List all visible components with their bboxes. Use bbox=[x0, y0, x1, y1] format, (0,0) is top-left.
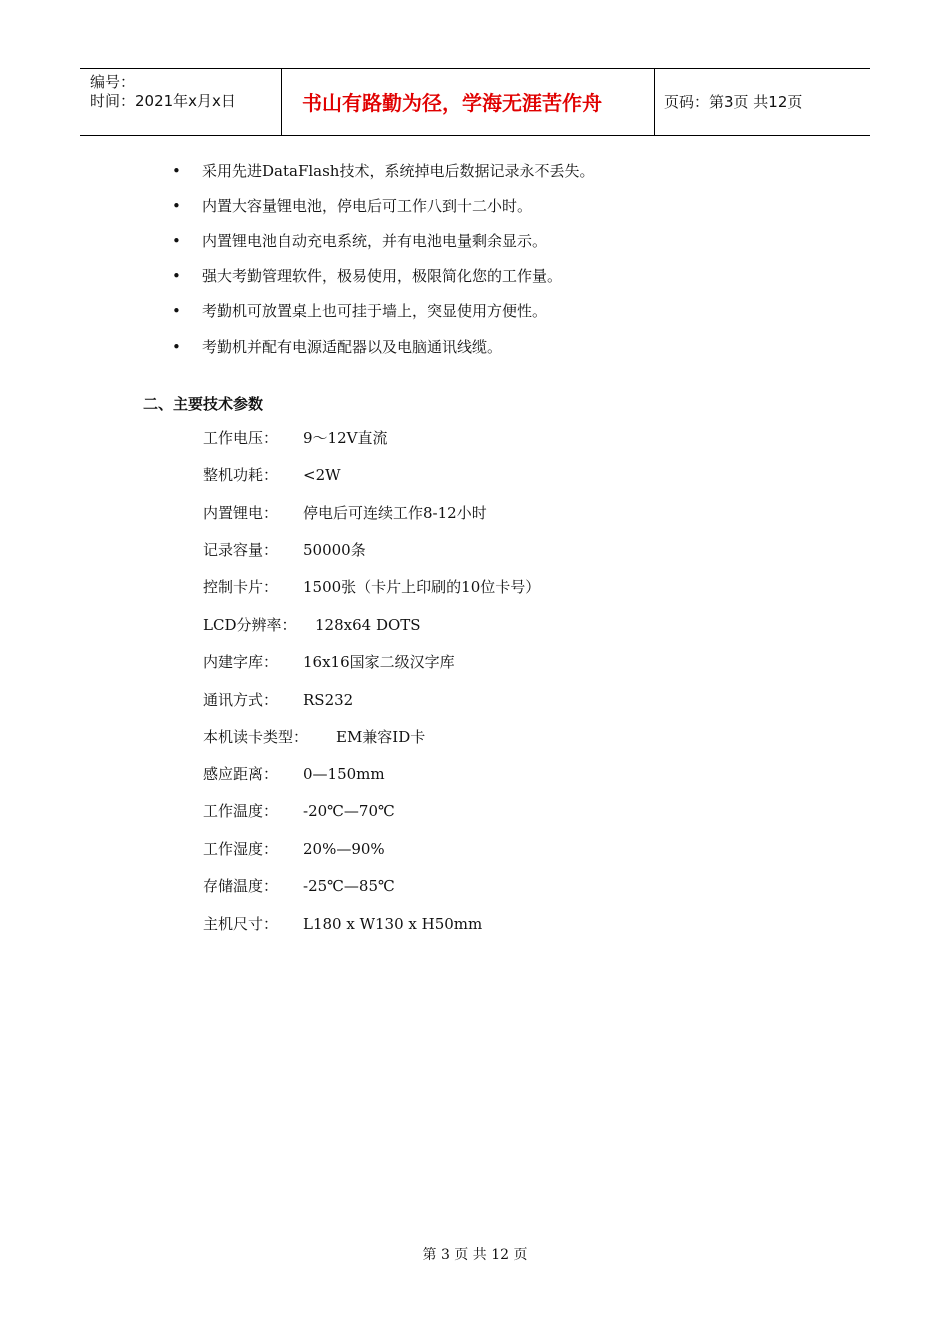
param-label: 控制卡片： bbox=[203, 578, 279, 596]
param-row bbox=[203, 465, 341, 485]
param-label: 工作电压： bbox=[203, 429, 279, 447]
header-middle-cell bbox=[282, 69, 655, 135]
document-time-label: 时间：2021年x月x日 bbox=[90, 92, 236, 110]
param-row bbox=[203, 764, 385, 784]
feature-item bbox=[172, 266, 562, 286]
header-page-info: 页码：第3页 共12页 bbox=[664, 93, 803, 111]
param-label: 内置锂电： bbox=[203, 504, 279, 522]
feature-text: 内置锂电池自动充电系统，并有电池电量剩余显示。 bbox=[202, 232, 548, 250]
param-row bbox=[203, 503, 487, 523]
bullet-icon: • bbox=[172, 162, 181, 180]
bullet-icon: • bbox=[172, 267, 181, 285]
param-label: 记录容量： bbox=[203, 541, 279, 559]
param-label: LCD分辨率： bbox=[203, 616, 297, 634]
param-label: 工作湿度： bbox=[203, 840, 279, 858]
feature-text: 内置大容量锂电池，停电后可工作八到十二小时。 bbox=[202, 197, 533, 215]
param-row bbox=[203, 839, 385, 859]
param-value: 20%—90% bbox=[303, 840, 385, 858]
param-value: EM兼容ID卡 bbox=[336, 728, 426, 746]
header-right-cell bbox=[655, 69, 870, 135]
param-label: 工作温度： bbox=[203, 802, 279, 820]
document-number-label: 编号： bbox=[90, 73, 136, 91]
param-label: 本机读卡类型： bbox=[203, 728, 309, 746]
bullet-icon: • bbox=[172, 232, 181, 250]
header-motto: 书山有路勤为径，学海无涯苦作舟 bbox=[302, 91, 602, 115]
feature-item bbox=[172, 231, 547, 251]
param-label: 存储温度： bbox=[203, 877, 279, 895]
param-value: 128x64 DOTS bbox=[315, 616, 421, 634]
feature-text: 强大考勤管理软件，极易使用，极限简化您的工作量。 bbox=[202, 267, 563, 285]
param-value: -20℃—70℃ bbox=[303, 802, 395, 820]
bullet-icon: • bbox=[172, 197, 181, 215]
page-footer: 第 3 页 共 12 页 bbox=[422, 1247, 528, 1263]
param-label: 主机尺寸： bbox=[203, 915, 279, 933]
header-left-cell bbox=[80, 69, 282, 135]
param-row bbox=[203, 540, 366, 560]
page-header bbox=[80, 68, 870, 136]
feature-text: 考勤机可放置桌上也可挂于墙上，突显使用方便性。 bbox=[202, 302, 548, 320]
param-label: 内建字库： bbox=[203, 653, 279, 671]
param-value: RS232 bbox=[303, 691, 354, 709]
param-value: 16x16国家二级汉字库 bbox=[303, 653, 455, 671]
param-row bbox=[203, 914, 483, 934]
param-value: 1500张（卡片上印刷的10位卡号） bbox=[303, 578, 541, 596]
feature-item bbox=[172, 337, 502, 357]
param-row bbox=[203, 577, 541, 597]
section-title: 二、主要技术参数 bbox=[143, 395, 264, 413]
param-row bbox=[203, 428, 388, 448]
param-label: 整机功耗： bbox=[203, 466, 279, 484]
feature-text: 考勤机并配有电源适配器以及电脑通讯线缆。 bbox=[202, 338, 503, 356]
param-value: 9～12V直流 bbox=[303, 429, 388, 447]
param-value: -25℃—85℃ bbox=[303, 877, 395, 895]
param-value: 50000条 bbox=[303, 541, 366, 559]
param-row bbox=[203, 615, 421, 635]
bullet-icon: • bbox=[172, 302, 181, 320]
feature-item bbox=[172, 301, 547, 321]
param-row bbox=[203, 690, 354, 710]
feature-item bbox=[172, 196, 532, 216]
feature-text: 采用先进DataFlash技术，系统掉电后数据记录永不丢失。 bbox=[202, 162, 595, 180]
param-row bbox=[203, 652, 455, 672]
param-value: <2W bbox=[303, 466, 341, 484]
param-value: 0—150mm bbox=[303, 765, 385, 783]
param-label: 通讯方式： bbox=[203, 691, 279, 709]
feature-item bbox=[172, 161, 594, 181]
param-value: L180 x W130 x H50mm bbox=[303, 915, 483, 933]
param-row bbox=[203, 727, 426, 747]
param-row bbox=[203, 801, 395, 821]
param-label: 感应距离： bbox=[203, 765, 279, 783]
bullet-icon: • bbox=[172, 338, 181, 356]
param-row bbox=[203, 876, 395, 896]
param-value: 停电后可连续工作8-12小时 bbox=[303, 504, 487, 522]
